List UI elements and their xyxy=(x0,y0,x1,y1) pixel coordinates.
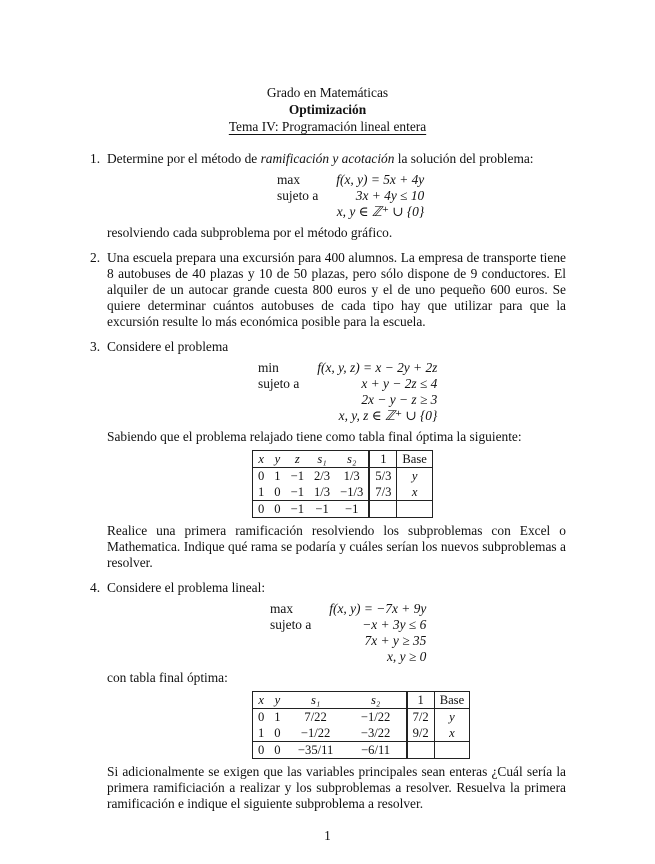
model-expr: 2x − y − z ≥ 3 xyxy=(361,392,438,407)
topic-title xyxy=(0,118,655,135)
table-cell: −1 xyxy=(286,501,309,518)
table-cell: 2/3 xyxy=(309,468,335,485)
table-cell: −1 xyxy=(290,485,304,499)
model-label: max xyxy=(270,601,294,616)
table-row xyxy=(253,484,433,501)
topic-text: Tema IV: Programación lineal entera xyxy=(228,119,427,134)
table-cell: −1/22 xyxy=(300,726,331,740)
table-cell: −6/11 xyxy=(346,742,407,759)
table-row xyxy=(253,468,433,485)
degree-title: Grado en Matemáticas xyxy=(266,85,389,100)
problem-4-number: 4. xyxy=(90,580,101,595)
header-cell: x xyxy=(258,452,264,466)
header-cell: Base xyxy=(397,451,432,468)
model-expr: x + y − 2z ≤ 4 xyxy=(361,376,438,391)
table-cell: 0 xyxy=(253,501,270,518)
table-header-row xyxy=(253,451,433,468)
table-cell: 0 xyxy=(253,468,270,485)
model-expr: f(x, y, z) = x − 2y + 2z xyxy=(317,360,438,375)
problem-1-closing: resolviendo cada subproblema por el método gráfico. xyxy=(107,225,393,240)
table-cell: 0 xyxy=(253,709,270,726)
problem-4 xyxy=(90,580,566,812)
model-expr: x, y, z ∈ ℤ⁺ ∪ {0} xyxy=(338,408,438,423)
header-cell: y xyxy=(274,452,281,466)
header-cell: y xyxy=(274,693,281,707)
problem-2 xyxy=(90,250,566,330)
header-cell: s₂ xyxy=(347,452,357,466)
table-cell: −1 xyxy=(309,501,335,518)
table-cell: 7/3 xyxy=(369,484,397,501)
intro-text: Determine por el método de xyxy=(107,151,261,166)
table-row xyxy=(253,709,470,726)
problem-3-intro: Considere el problema xyxy=(107,339,229,354)
model-expr: f(x, y) = 5x + 4y xyxy=(336,172,425,187)
table-cell: 5/3 xyxy=(369,468,397,485)
table-cell: 7/22 xyxy=(286,709,346,726)
table-cell: 0 xyxy=(269,501,285,518)
table-cell: 0 xyxy=(253,742,270,759)
table-cell: 1 xyxy=(269,709,285,726)
course-title: Optimización xyxy=(288,102,367,117)
model-label xyxy=(270,633,311,649)
table-cell: 1 xyxy=(258,726,265,740)
header-cell: s₁ xyxy=(310,693,321,707)
header-cell: x xyxy=(258,693,264,707)
table-cell: x xyxy=(397,484,432,501)
page-number: 1 xyxy=(324,828,331,843)
model-label xyxy=(270,649,311,665)
table-cell xyxy=(397,501,432,518)
problem-1-intro xyxy=(107,151,566,167)
model-expr: x, y ∈ ℤ⁺ ∪ {0} xyxy=(336,204,425,219)
model-expr: −x + 3y ≤ 6 xyxy=(362,617,427,632)
model-expr: 7x + y ≥ 35 xyxy=(364,633,427,648)
problem-3-tableau xyxy=(252,450,433,518)
header-cell: z xyxy=(294,452,300,466)
header-cell: Base xyxy=(434,692,469,709)
header-cell: 1 xyxy=(369,451,397,468)
problem-list xyxy=(90,151,566,812)
intro-emphasis: ramificación y acotación xyxy=(260,151,395,166)
table-header-row xyxy=(253,692,470,709)
model-expr: 3x + 4y ≤ 10 xyxy=(355,188,425,203)
problem-2-text: Una escuela prepara una excursión para 400 alumnos. La empresa de transporte tiene 8 autobuses de 40 plazas y 10 de 50 plazas, pero sólo dispone de 9 conductores. El alquiler de un autocar grande cuesta 800 euros y el de uno pequeño 600 euros. Se quiere determinar cuántos autobuses de cada tipo hay que utilizar para que la excursión resulte lo más económica posible para la escuela. xyxy=(107,250,566,329)
header-cell: 1 xyxy=(407,692,435,709)
problem-3-table-intro: Sabiendo que el problema relajado tiene como tabla final óptima la siguiente: xyxy=(107,429,522,444)
table-row-objective xyxy=(253,742,470,759)
model-label: sujeto a xyxy=(277,188,319,203)
table-cell: 0 xyxy=(274,485,281,499)
table-cell xyxy=(407,742,435,759)
problem-1-model xyxy=(277,172,424,220)
problem-4-closing: Si adicionalmente se exigen que las variables principales sean enteras ¿Cuál sería la primera ramificiación a realizar y los subproblemas a resolver. Resuelva la primera ramificación e indique el siguiente subproblema a resolver. xyxy=(107,764,566,811)
table-cell: −35/11 xyxy=(286,742,346,759)
problem-4-model xyxy=(270,601,426,665)
table-cell: 7/2 xyxy=(407,709,435,726)
table-cell: 1 xyxy=(258,485,265,499)
table-cell: −3/22 xyxy=(360,726,391,740)
table-row xyxy=(253,725,470,742)
header-cell: s₁ xyxy=(317,452,327,466)
table-cell: −1/3 xyxy=(340,485,364,499)
problem-1 xyxy=(90,151,566,241)
model-label xyxy=(258,408,299,424)
problem-3 xyxy=(90,339,566,571)
table-cell: 9/2 xyxy=(407,725,435,742)
intro-text: la solución del problema: xyxy=(394,151,534,166)
model-label xyxy=(258,392,299,408)
table-cell: y xyxy=(434,709,469,726)
table-cell: y xyxy=(397,468,432,485)
problem-3-number: 3. xyxy=(90,339,101,354)
table-cell xyxy=(434,742,469,759)
model-label: sujeto a xyxy=(258,376,300,391)
table-cell: 0 xyxy=(269,742,285,759)
model-label xyxy=(277,204,318,220)
model-label: sujeto a xyxy=(270,617,312,632)
table-cell: −1 xyxy=(335,501,369,518)
table-cell: 1/3 xyxy=(335,468,369,485)
table-cell: 1/3 xyxy=(314,485,331,499)
table-cell xyxy=(369,501,397,518)
table-cell: 0 xyxy=(274,726,281,740)
table-row-objective xyxy=(253,501,433,518)
header-cell: s₂ xyxy=(370,693,381,707)
problem-3-model xyxy=(258,360,437,424)
model-expr: f(x, y) = −7x + 9y xyxy=(329,601,427,616)
table-cell: x xyxy=(434,725,469,742)
table-cell: 1 xyxy=(269,468,285,485)
problem-4-table-intro: con tabla final óptima: xyxy=(107,670,228,685)
table-cell: −1 xyxy=(286,468,309,485)
model-label: max xyxy=(277,172,301,187)
model-label: min xyxy=(258,360,279,375)
problem-4-intro: Considere el problema lineal: xyxy=(107,580,266,595)
table-cell: −1/22 xyxy=(346,709,407,726)
model-expr: x, y ≥ 0 xyxy=(386,649,427,664)
problem-1-number: 1. xyxy=(90,151,101,166)
problem-4-tableau xyxy=(252,691,470,759)
problem-2-number: 2. xyxy=(90,250,101,265)
problem-3-closing: Realice una primera ramificación resolviendo los subproblemas con Excel o Mathematica. Indique qué rama se podaría y cuáles serían los nuevos subproblemas a resolver. xyxy=(107,523,566,570)
